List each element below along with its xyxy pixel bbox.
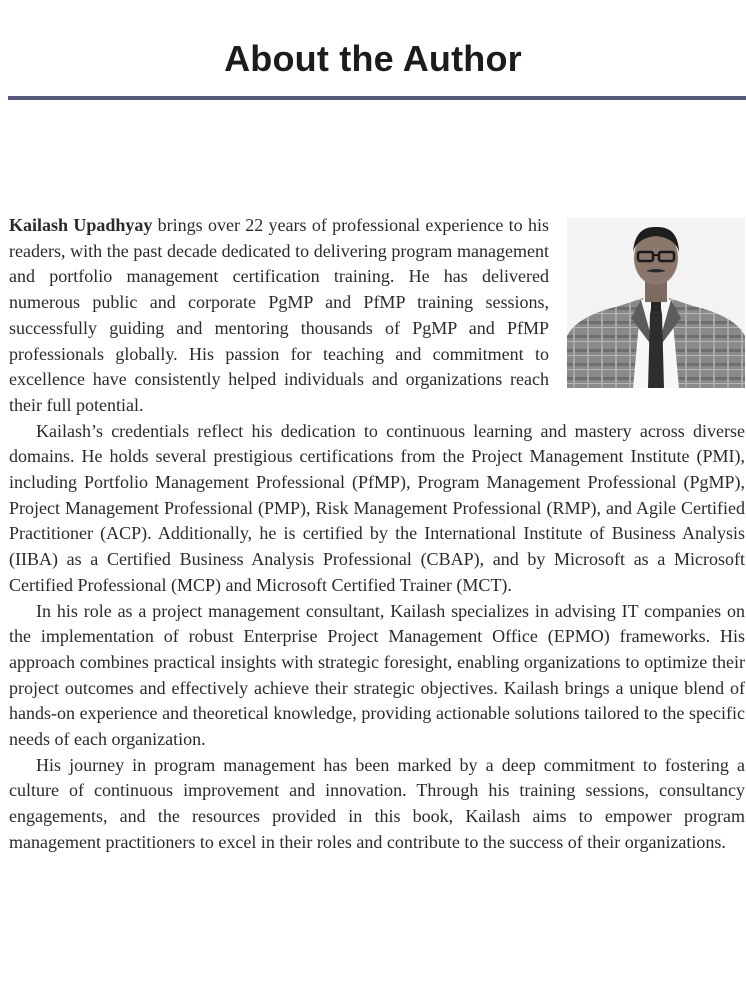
title-underline-divider	[8, 96, 746, 100]
bio-paragraph-3: In his role as a project management consultant, Kailash specializes in advising IT companies on the implementation of robust Enterprise Project Management Office (EPMO) frameworks. His approach combines practical insights with strategic foresight, enabling organizations to optimize their project outcomes and effectively achieve their strategic objectives. Kailash brings a unique blend of hands-on experience and theoretical knowledge, providing actionable solutions tailored to the specific needs of each organization.	[9, 600, 745, 750]
bio-intro-text: brings over 22 years of professional experience to his readers, with the past decade dedicated to delivering program management and portfolio management certification training. He has delivered numerous public and corporate PgMP and PfMP training sessions, successfully guiding and mentoring thousands of PgMP and PfMP professionals globally. His passion for teaching and commitment to excellence have consistently helped individuals and organizations reach their full potential.	[9, 215, 549, 415]
bio-text	[9, 213, 745, 856]
author-photo	[567, 218, 745, 388]
bio-paragraph-4: His journey in program management has been marked by a deep commitment to fostering a culture of continuous improvement and innovation. Through his training sessions, consultancy engagements, and the resources provided in this book, Kailash aims to empower program management practitioners to excel in their roles and contribute to the success of their organizations.	[9, 754, 745, 852]
author-name: Kailash Upadhyay	[9, 215, 153, 235]
bio-paragraph-2: Kailash’s credentials reflect his dedication to continuous learning and mastery across diverse domains. He holds several prestigious certifications from the Project Management Institute (PMI), including Portfolio Management Professional (PfMP), Program Management Professional (PgMP), Project Management Professional (PMP), Risk Management Professional (RMP), and Agile Certified Practitioner (ACP). Additionally, he is certified by the International Institute of Business Analysis (IIBA) as a Certified Business Analysis Professional (CBAP), and by Microsoft as a Microsoft Certified Professional (MCP) and Microsoft Certified Trainer (MCT).	[9, 420, 745, 595]
page-title: About the Author	[224, 38, 522, 79]
